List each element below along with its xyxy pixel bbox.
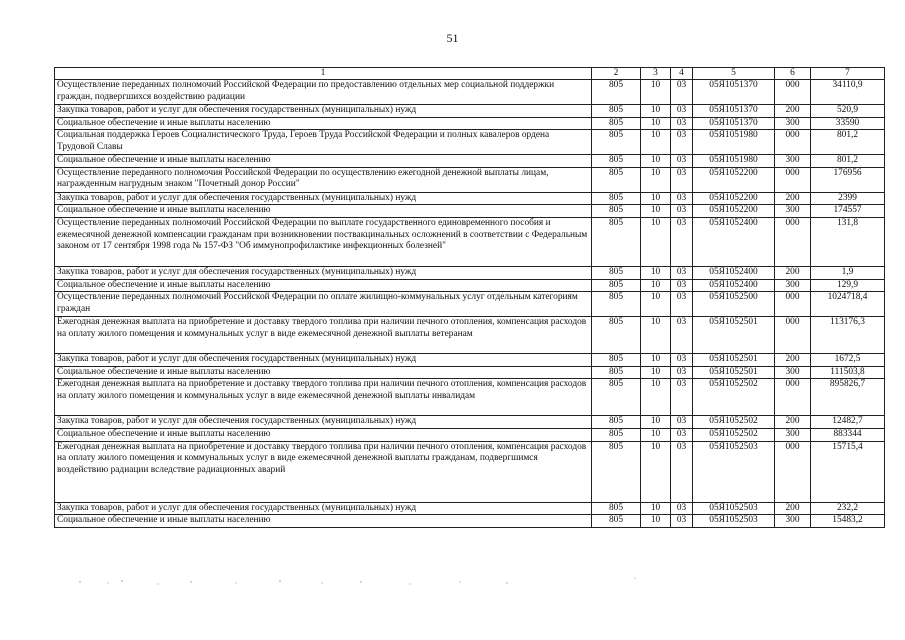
cell-section: 10	[641, 441, 671, 502]
row-description: Закупка товаров, работ и услуг для обеспечения государственных (муниципальных) нужд	[55, 502, 592, 515]
table-row	[55, 279, 885, 292]
cell-section: 10	[641, 130, 671, 155]
scan-specks	[60, 574, 660, 594]
cell-section: 10	[641, 416, 671, 429]
table-row	[55, 205, 885, 218]
row-description: Закупка товаров, работ и услуг для обеспечения государственных (муниципальных) нужд	[55, 416, 592, 429]
table-row	[55, 354, 885, 367]
cell-subsection: 03	[671, 105, 693, 118]
cell-gradm: 805	[592, 130, 641, 155]
cell-section: 10	[641, 515, 671, 528]
cell-gradm: 805	[592, 117, 641, 130]
cell-section: 10	[641, 192, 671, 205]
column-header: 1	[55, 68, 592, 80]
row-description: Социальное обеспечение и иные выплаты населению	[55, 515, 592, 528]
cell-subsection: 03	[671, 515, 693, 528]
cell-subsection: 03	[671, 317, 693, 354]
cell-gradm: 805	[592, 502, 641, 515]
cell-section: 10	[641, 354, 671, 367]
cell-expense-type: 000	[775, 80, 811, 105]
cell-target-article: 05Я1052200	[693, 192, 775, 205]
cell-target-article: 05Я1051370	[693, 80, 775, 105]
cell-expense-type: 000	[775, 317, 811, 354]
row-description: Осуществление переданных полномочий Российской Федерации по предоставлению отдельных мер социальной поддержки граждан, подвергшихся воздействию радиации	[55, 80, 592, 105]
row-description: Ежегодная денежная выплата на приобретение и доставку твердого топлива при наличии печного отопления, компенсация расходов на оплату жилого помещения и коммунальных услуг в виде ежемесячной денежной выплаты инвалидам	[55, 379, 592, 416]
table-row	[55, 266, 885, 279]
cell-subsection: 03	[671, 292, 693, 317]
cell-amount: 1,9	[811, 266, 885, 279]
cell-amount: 34110,9	[811, 80, 885, 105]
row-description: Осуществление переданных полномочий Российской Федерации по оплате жилищно-коммунальных услуг отдельным категориям граждан	[55, 292, 592, 317]
table-row	[55, 366, 885, 379]
cell-expense-type: 000	[775, 130, 811, 155]
cell-amount: 801,2	[811, 130, 885, 155]
cell-target-article: 05Я1052400	[693, 217, 775, 266]
cell-section: 10	[641, 167, 671, 192]
cell-amount: 174557	[811, 205, 885, 218]
table-row	[55, 155, 885, 168]
cell-amount: 131,8	[811, 217, 885, 266]
cell-section: 10	[641, 502, 671, 515]
cell-gradm: 805	[592, 205, 641, 218]
row-description: Социальная поддержка Героев Социалистического Труда, Героев Труда Российской Федерации и полных кавалеров ордена Трудовой Славы	[55, 130, 592, 155]
cell-target-article: 05Я1052501	[693, 366, 775, 379]
cell-subsection: 03	[671, 354, 693, 367]
cell-gradm: 805	[592, 217, 641, 266]
cell-expense-type: 200	[775, 266, 811, 279]
cell-target-article: 05Я1052503	[693, 502, 775, 515]
cell-gradm: 805	[592, 192, 641, 205]
cell-expense-type: 300	[775, 428, 811, 441]
cell-target-article: 05Я1052502	[693, 379, 775, 416]
row-description: Социальное обеспечение и иные выплаты населению	[55, 117, 592, 130]
cell-expense-type: 000	[775, 292, 811, 317]
cell-subsection: 03	[671, 502, 693, 515]
cell-target-article: 05Я1052400	[693, 266, 775, 279]
cell-target-article: 05Я1051980	[693, 130, 775, 155]
table-row	[55, 80, 885, 105]
header-row	[55, 68, 885, 80]
cell-section: 10	[641, 292, 671, 317]
cell-target-article: 05Я1052501	[693, 354, 775, 367]
table-row	[55, 428, 885, 441]
cell-amount: 15715,4	[811, 441, 885, 502]
cell-section: 10	[641, 266, 671, 279]
cell-amount: 176956	[811, 167, 885, 192]
cell-gradm: 805	[592, 279, 641, 292]
cell-subsection: 03	[671, 117, 693, 130]
cell-target-article: 05Я1052503	[693, 441, 775, 502]
table-row	[55, 167, 885, 192]
cell-section: 10	[641, 279, 671, 292]
cell-amount: 1024718,4	[811, 292, 885, 317]
cell-amount: 113176,3	[811, 317, 885, 354]
cell-amount: 33590	[811, 117, 885, 130]
table-row	[55, 502, 885, 515]
cell-subsection: 03	[671, 130, 693, 155]
cell-subsection: 03	[671, 279, 693, 292]
cell-gradm: 805	[592, 105, 641, 118]
cell-expense-type: 200	[775, 416, 811, 429]
budget-table	[54, 67, 885, 528]
page-number: 51	[446, 31, 459, 45]
cell-amount: 883344	[811, 428, 885, 441]
cell-section: 10	[641, 105, 671, 118]
cell-section: 10	[641, 379, 671, 416]
row-description: Осуществление переданных полномочий Российской Федерации по выплате государственного единовременного пособия и ежемесячной денежной компенсации гражданам при возникновении поствакцинальных осложнений в соответствии с Федеральным законом от 17 сентября 1998 года № 157-ФЗ "Об иммунопрофилактике инфекционных болезней"	[55, 217, 592, 266]
table-row	[55, 379, 885, 416]
cell-expense-type: 300	[775, 117, 811, 130]
cell-section: 10	[641, 217, 671, 266]
cell-subsection: 03	[671, 266, 693, 279]
cell-gradm: 805	[592, 354, 641, 367]
row-description: Осуществление переданного полномочия Российской Федерации по осуществлению ежегодной денежной выплаты лицам, награжденным нагрудным знаком "Почетный донор России"	[55, 167, 592, 192]
cell-subsection: 03	[671, 155, 693, 168]
cell-expense-type: 000	[775, 379, 811, 416]
cell-gradm: 805	[592, 292, 641, 317]
row-description: Социальное обеспечение и иные выплаты населению	[55, 155, 592, 168]
cell-section: 10	[641, 117, 671, 130]
cell-amount: 111503,8	[811, 366, 885, 379]
cell-amount: 520,9	[811, 105, 885, 118]
cell-amount: 895826,7	[811, 379, 885, 416]
cell-subsection: 03	[671, 217, 693, 266]
cell-amount: 2399	[811, 192, 885, 205]
cell-target-article: 05Я1052200	[693, 205, 775, 218]
column-header: 2	[592, 68, 641, 80]
cell-expense-type: 300	[775, 205, 811, 218]
cell-section: 10	[641, 317, 671, 354]
table-row	[55, 117, 885, 130]
cell-expense-type: 000	[775, 441, 811, 502]
cell-target-article: 05Я1052501	[693, 317, 775, 354]
cell-gradm: 805	[592, 80, 641, 105]
cell-amount: 15483,2	[811, 515, 885, 528]
cell-subsection: 03	[671, 379, 693, 416]
row-description: Социальное обеспечение и иные выплаты населению	[55, 366, 592, 379]
cell-expense-type: 300	[775, 155, 811, 168]
cell-gradm: 805	[592, 366, 641, 379]
cell-expense-type: 000	[775, 167, 811, 192]
row-description: Социальное обеспечение и иные выплаты населению	[55, 205, 592, 218]
column-header: 5	[693, 68, 775, 80]
table-row	[55, 130, 885, 155]
cell-subsection: 03	[671, 428, 693, 441]
table-row	[55, 416, 885, 429]
cell-gradm: 805	[592, 266, 641, 279]
cell-gradm: 805	[592, 428, 641, 441]
cell-gradm: 805	[592, 441, 641, 502]
cell-amount: 1672,5	[811, 354, 885, 367]
table-row	[55, 105, 885, 118]
row-description: Социальное обеспечение и иные выплаты населению	[55, 428, 592, 441]
row-description: Социальное обеспечение и иные выплаты населению	[55, 279, 592, 292]
cell-subsection: 03	[671, 192, 693, 205]
cell-expense-type: 300	[775, 366, 811, 379]
cell-target-article: 05Я1052502	[693, 428, 775, 441]
table-row	[55, 217, 885, 266]
cell-expense-type: 300	[775, 515, 811, 528]
cell-subsection: 03	[671, 80, 693, 105]
cell-amount: 232,2	[811, 502, 885, 515]
cell-section: 10	[641, 366, 671, 379]
cell-gradm: 805	[592, 515, 641, 528]
column-header: 7	[811, 68, 885, 80]
cell-expense-type: 200	[775, 192, 811, 205]
cell-section: 10	[641, 428, 671, 441]
table-row	[55, 292, 885, 317]
cell-amount: 12482,7	[811, 416, 885, 429]
cell-subsection: 03	[671, 167, 693, 192]
row-description: Закупка товаров, работ и услуг для обеспечения государственных (муниципальных) нужд	[55, 105, 592, 118]
cell-target-article: 05Я1051370	[693, 117, 775, 130]
cell-section: 10	[641, 205, 671, 218]
cell-gradm: 805	[592, 317, 641, 354]
cell-section: 10	[641, 155, 671, 168]
cell-gradm: 805	[592, 167, 641, 192]
column-header: 3	[641, 68, 671, 80]
column-header: 6	[775, 68, 811, 80]
cell-target-article: 05Я1052200	[693, 167, 775, 192]
cell-expense-type: 200	[775, 354, 811, 367]
cell-amount: 129,9	[811, 279, 885, 292]
table-row	[55, 515, 885, 528]
cell-gradm: 805	[592, 155, 641, 168]
table-row	[55, 317, 885, 354]
cell-expense-type: 200	[775, 105, 811, 118]
row-description: Закупка товаров, работ и услуг для обеспечения государственных (муниципальных) нужд	[55, 266, 592, 279]
cell-expense-type: 200	[775, 502, 811, 515]
cell-target-article: 05Я1052400	[693, 279, 775, 292]
cell-subsection: 03	[671, 366, 693, 379]
table-row	[55, 192, 885, 205]
row-description: Закупка товаров, работ и услуг для обеспечения государственных (муниципальных) нужд	[55, 192, 592, 205]
cell-amount: 801,2	[811, 155, 885, 168]
cell-gradm: 805	[592, 379, 641, 416]
cell-subsection: 03	[671, 441, 693, 502]
row-description: Ежегодная денежная выплата на приобретение и доставку твердого топлива при наличии печного отопления, компенсация расходов на оплату жилого помещения и коммунальных услуг в виде ежемесячной денежной выплаты гражданам, подвергшимся воздействию радиации вследствие радиационных аварий	[55, 441, 592, 502]
row-description: Ежегодная денежная выплата на приобретение и доставку твердого топлива при наличии печного отопления, компенсация расходов на оплату жилого помещения и коммунальных услуг в виде ежемесячной денежной выплаты ветеранам	[55, 317, 592, 354]
cell-subsection: 03	[671, 205, 693, 218]
cell-gradm: 805	[592, 416, 641, 429]
column-header: 4	[671, 68, 693, 80]
cell-expense-type: 300	[775, 279, 811, 292]
row-description: Закупка товаров, работ и услуг для обеспечения государственных (муниципальных) нужд	[55, 354, 592, 367]
cell-target-article: 05Я1052500	[693, 292, 775, 317]
cell-target-article: 05Я1052502	[693, 416, 775, 429]
cell-target-article: 05Я1051980	[693, 155, 775, 168]
table-row	[55, 441, 885, 502]
cell-target-article: 05Я1051370	[693, 105, 775, 118]
cell-target-article: 05Я1052503	[693, 515, 775, 528]
cell-expense-type: 000	[775, 217, 811, 266]
table-body	[55, 80, 885, 528]
cell-section: 10	[641, 80, 671, 105]
cell-subsection: 03	[671, 416, 693, 429]
